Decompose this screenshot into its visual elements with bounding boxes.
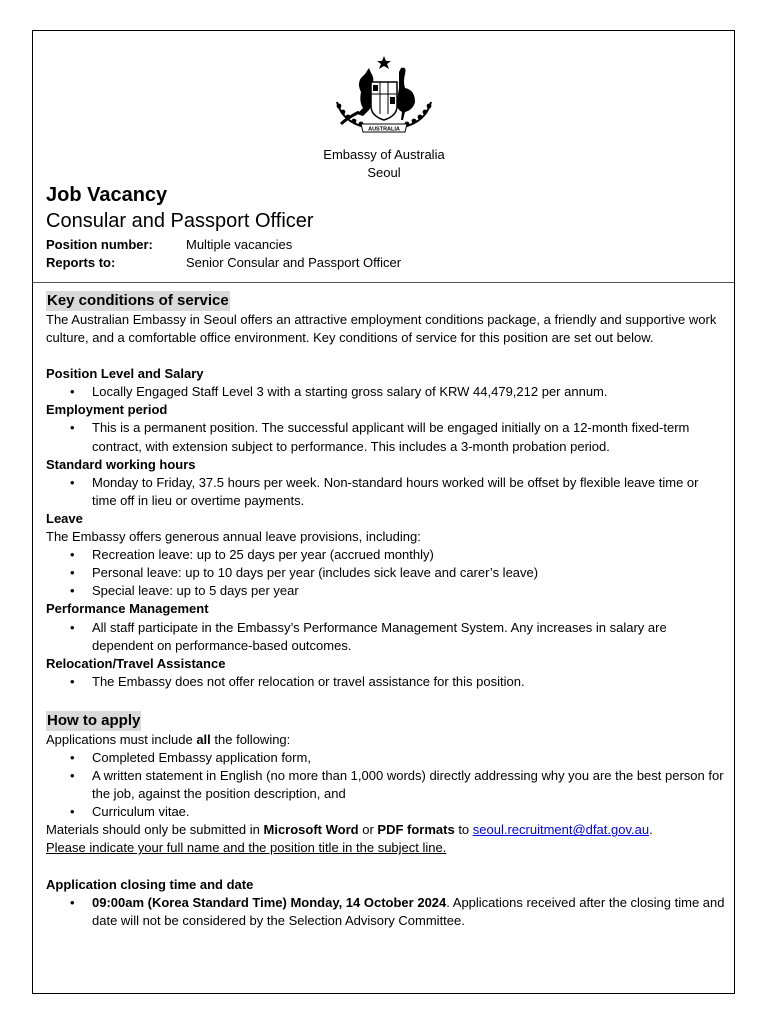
list-item: • Recreation leave: up to 25 days per year (accrued monthly) <box>92 546 726 564</box>
position-number-label: Position number: <box>46 237 153 252</box>
apply-list <box>46 749 726 821</box>
section-heading-apply: How to apply <box>47 711 141 729</box>
subheading-employment-period: Employment period <box>46 402 168 418</box>
subheading-relocation: Relocation/Travel Assistance <box>46 655 226 671</box>
leave-list <box>46 546 726 600</box>
leave-intro: The Embassy offers generous annual leave provisions, including: <box>46 529 421 545</box>
subject-line-instruction: Please indicate your full name and the position title in the subject line. <box>46 840 447 856</box>
list-item: • This is a permanent position. The successful applicant will be engaged initially on a 12-month fixed-term contract, with extension subject to performance. This includes a 3-month probation period. <box>92 419 726 455</box>
reports-to-value: Senior Consular and Passport Officer <box>186 255 402 270</box>
embassy-city: Seoul <box>367 165 401 180</box>
conditions-intro: The Australian Embassy in Seoul offers an attractive employment conditions package, a friendly and supportive work culture, and a comfortable office environment. Key conditions of service for this position are set out below. <box>46 312 717 346</box>
section-heading-conditions: Key conditions of service <box>47 292 229 309</box>
reports-to-label: Reports to: <box>46 255 116 270</box>
list-item: • 09:00am (Korea Standard Time) Monday, 14 October 2024. Applications received after the closing time and date will not be considered by the Selection Advisory Committee. <box>92 894 726 930</box>
list-item: • The Embassy does not offer relocation or travel assistance for this position. <box>92 673 726 691</box>
list-item: • Curriculum vitae. <box>92 803 726 821</box>
list-item: • Locally Engaged Staff Level 3 with a starting gross salary of KRW 44,479,212 per annum. <box>92 383 726 401</box>
hours-list <box>46 474 726 510</box>
list-item: • Monday to Friday, 37.5 hours per week. Non-standard hours worked will be offset by flexible leave time or time off in lieu or overtime payments. <box>92 474 726 510</box>
subheading-level-salary: Position Level and Salary <box>46 366 204 382</box>
apply-intro: Applications must include all the following: <box>46 731 291 747</box>
list-item: • Completed Embassy application form, <box>92 749 726 767</box>
embassy-name: Embassy of Australia <box>323 147 445 162</box>
level-list <box>46 383 726 401</box>
list-item: • Personal leave: up to 10 days per year (includes sick leave and carer’s leave) <box>92 564 726 582</box>
svg-text:AUSTRALIA: AUSTRALIA <box>368 126 400 133</box>
reports-to-row <box>46 255 401 270</box>
materials-text: Materials should only be submitted in Microsoft Word or PDF formats to seoul.recruitment@dfat.gov.au. <box>46 822 653 838</box>
closing-list <box>46 894 726 930</box>
email-link[interactable]: seoul.recruitment@dfat.gov.au <box>472 822 650 838</box>
subheading-working-hours: Standard working hours <box>46 456 196 472</box>
relocation-list <box>46 673 726 691</box>
coat-of-arms-icon <box>325 54 443 136</box>
position-title: Consular and Passport Officer <box>46 210 314 232</box>
header-divider <box>33 282 734 283</box>
main-content <box>46 291 726 930</box>
subheading-closing-date: Application closing time and date <box>46 876 254 892</box>
performance-list <box>46 619 726 655</box>
list-item: • Special leave: up to 5 days per year <box>92 582 726 600</box>
position-number-row <box>46 237 292 252</box>
position-number-value: Multiple vacancies <box>186 237 293 252</box>
subheading-leave: Leave <box>46 510 83 526</box>
list-item: • All staff participate in the Embassy’s Performance Management System. Any increases in salary are dependent on performance-based outcomes. <box>92 619 726 655</box>
subheading-performance: Performance Management <box>46 601 209 617</box>
page-title: Job Vacancy <box>46 184 168 206</box>
employment-list <box>46 419 726 455</box>
list-item: • A written statement in English (no more than 1,000 words) directly addressing why you are the best person for the job, against the position description, and <box>92 767 726 803</box>
